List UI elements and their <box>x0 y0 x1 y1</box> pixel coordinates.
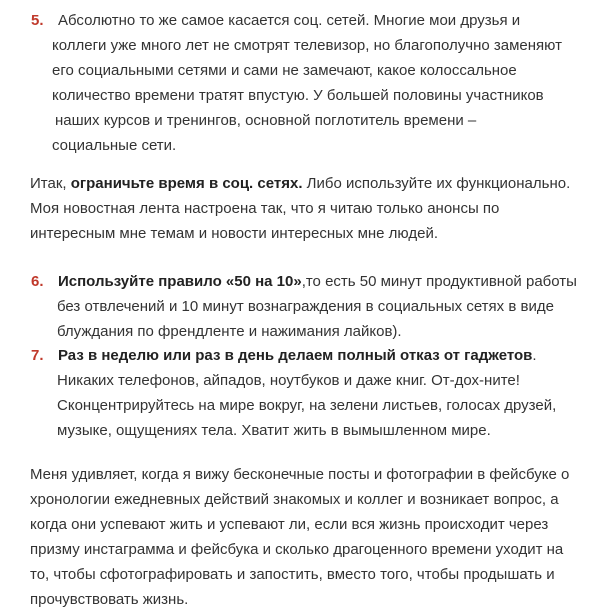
paragraph-line: Моя новостная лента настроена так, что я читаю только анонсы по <box>30 200 500 217</box>
list-number: 6. <box>31 273 44 290</box>
paragraph-line: Итак, ограничьте время в соц. сетях. Либо используйте их функционально. <box>30 175 571 192</box>
list-number: 7. <box>31 347 44 364</box>
paragraph-line: прочувствовать жизнь. <box>30 591 189 608</box>
highlight-text: ограничьте время в соц. сетях. <box>70 175 303 192</box>
list-item-text-line: Сконцентрируйтесь на мире вокруг, на зелени листьев, голосах друзей, <box>57 397 557 414</box>
list-item-text-line: Абсолютно то же самое касается соц. сетей. Многие мои друзья и <box>58 12 521 29</box>
list-item-text-line: коллеги уже много лет не смотрят телевизор, но благополучно заменяют <box>52 37 562 54</box>
list-number: 5. <box>31 12 44 29</box>
list-item-text-line: Раз в неделю или раз в день делаем полный отказ от гаджетов. <box>58 347 537 364</box>
paragraph-line: призму инстаграмма и фейсбука и сколько драгоценного времени уходит на <box>30 541 564 558</box>
list-item-text-line: наших курсов и тренингов, основной поглотитель времени – <box>55 112 477 129</box>
list-item-text-line: Используйте правило «50 на 10»,то есть 50 минут продуктивной работы <box>58 273 577 290</box>
paragraph-line: когда они успевают жить и успевают ли, если вся жизнь происходит через <box>30 516 549 533</box>
list-item-text-line: музыке, ощущениях тела. Хватит жить в вымышленном мире. <box>57 422 491 439</box>
paragraph-line: хронологии ежедневных действий знакомых и коллег и возникает вопрос, а <box>30 491 559 508</box>
highlight-text: Раз в неделю или раз в день делаем полный отказ от гаджетов <box>58 347 533 364</box>
list-item-text-line: Никаких телефонов, айпадов, ноутбуков и даже книг. От-дох-ните! <box>57 372 520 389</box>
list-item-text-line: социальные сети. <box>52 137 177 154</box>
list-item-text-line: его социальными сетями и сами не замечают, какое колоссальное <box>52 62 517 79</box>
highlight-text: Используйте правило «50 на 10» <box>58 273 302 290</box>
paragraph-line: интересным мне темам и новости интересных мне людей. <box>30 225 438 242</box>
list-item-text-line: количество времени тратят впустую. У большей половины участников <box>52 87 544 104</box>
paragraph-line: Меня удивляет, когда я вижу бесконечные посты и фотографии в фейсбуке о <box>30 466 570 483</box>
list-item-text-line: без отвлечений и 10 минут вознаграждения в социальных сетях в виде <box>57 298 554 315</box>
paragraph-line: то, чтобы сфотографировать и запостить, вместо того, чтобы продышать и <box>30 566 555 583</box>
list-item-text-line: блуждания по френдленте и нажимания лайков). <box>57 323 402 340</box>
